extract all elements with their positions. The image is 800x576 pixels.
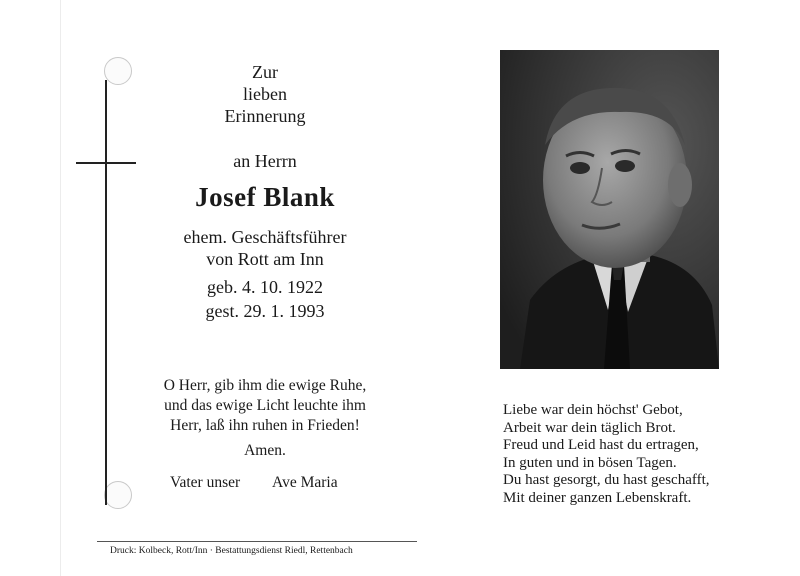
- poem-line: Arbeit war dein täglich Brot.: [503, 419, 676, 436]
- prayer-link-ave-maria: Ave Maria: [272, 474, 338, 491]
- birth-date: geb. 4. 10. 1922: [207, 277, 323, 297]
- poem-line: Du hast gesorgt, du hast geschafft,: [503, 472, 710, 489]
- poem-line: Liebe war dein höchst' Gebot,: [503, 402, 683, 418]
- amen: Amen.: [244, 442, 286, 459]
- intro-line: lieben: [243, 84, 287, 104]
- prayer-line: und das ewige Licht leuchte ihm: [164, 397, 366, 414]
- prayer-link-vater-unser: Vater unser: [170, 474, 241, 491]
- printer-footer: Druck: Kolbeck, Rott/Inn · Bestattungsdienst Riedl, Rettenbach: [110, 546, 353, 556]
- poem-line: Freud und Leid hast du ertragen,: [503, 437, 699, 454]
- intro-line: Erinnerung: [224, 106, 306, 126]
- occupation-line: von Rott am Inn: [206, 249, 324, 269]
- death-date: gest. 29. 1. 1993: [205, 301, 325, 321]
- intro-text: [140, 61, 390, 127]
- intro-line: Zur: [252, 62, 278, 82]
- address-line: an Herrn: [233, 151, 297, 171]
- prayer-links: [170, 474, 390, 492]
- portrait-illustration: [500, 50, 719, 369]
- memorial-poem: [503, 402, 763, 508]
- fold-line: [60, 0, 61, 576]
- prayer-text: [140, 376, 390, 436]
- occupation: [140, 226, 390, 270]
- prayer-line: O Herr, gib ihm die ewige Ruhe,: [163, 377, 367, 394]
- portrait-photo: [500, 50, 719, 369]
- prayer-line: Herr, laß ihn ruhen in Frieden!: [170, 417, 360, 434]
- footer-divider: [97, 541, 417, 542]
- poem-line: In guten und in bösen Tagen.: [503, 454, 677, 471]
- deceased-name: Josef Blank: [195, 182, 335, 212]
- punch-hole-bottom: [104, 481, 132, 509]
- punch-hole-top: [104, 57, 132, 85]
- occupation-line: ehem. Geschäftsführer: [183, 227, 347, 247]
- poem-line: Mit deiner ganzen Lebenskraft.: [503, 489, 692, 506]
